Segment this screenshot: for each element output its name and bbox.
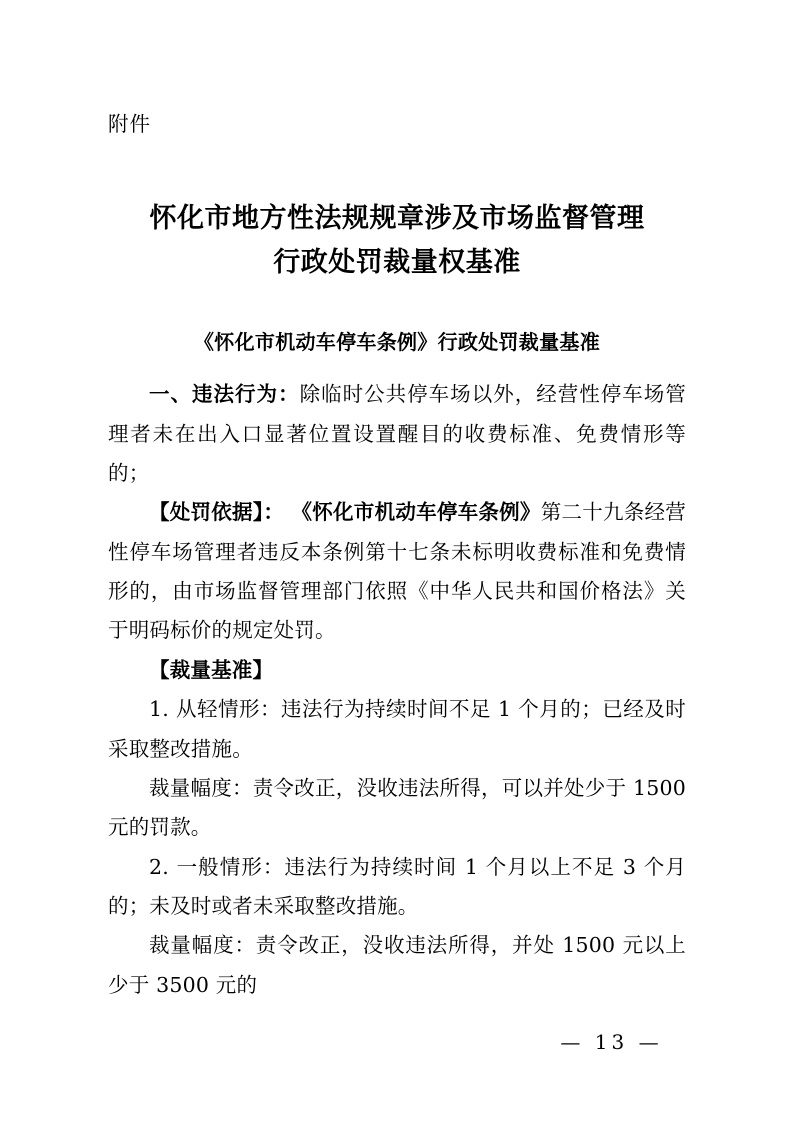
paragraph-item-1-range [108,769,686,848]
section-title: 《怀化市机动车停车条例》行政处罚裁量基准 [194,330,600,355]
item-2-range-text: 裁量幅度：责令改正，没收违法所得，并处 1500 元以上少于 3500 元的 [108,933,686,997]
item-1-range-text: 裁量幅度：责令改正，没收违法所得，可以并处少于 1500 元的罚款。 [108,775,686,840]
violation-label: 一、违法行为： [149,382,300,407]
document-body [108,108,686,1005]
paragraph-basis [108,493,686,650]
basis-label: 【处罚依据】： 《怀化市机动车停车条例》 [149,500,541,525]
criteria-label: 【裁量基准】 [149,657,274,682]
paragraph-violation [108,375,686,493]
paragraph-criteria-heading [108,651,686,690]
paragraph-item-2 [108,848,686,927]
attachment-label: 附件 [108,112,151,136]
paragraph-item-1 [108,690,686,769]
page-title-line-2: 行政处罚裁量权基准 [273,246,521,278]
page-title [108,197,686,284]
page-title-line-1: 怀化市地方性法规规章涉及市场监督管理 [149,202,645,234]
item-1-text: 1. 从轻情形：违法行为持续时间不足 1 个月的；已经及时采取整改措施。 [108,697,686,761]
page-number [0,1030,793,1054]
violation-text: 除临时公共停车场以外，经营性停车场管理者未在出入口显著位置设置醒目的收费标准、免费情形等的； [108,382,686,485]
page-number-text: — 13 — [560,1030,663,1054]
item-2-text: 2. 一般情形：违法行为持续时间 1 个月以上不足 3 个月的；未及时或者未采取整改措施。 [108,854,686,918]
paragraph-item-2-range [108,926,686,1005]
basis-text: 第二十九条经营性停车场管理者违反本条例第十七条未标明收费标准和免费情形的，由市场监督管理部门依照《中华人民共和国价格法》关于明码标价的规定处罚。 [108,500,686,643]
